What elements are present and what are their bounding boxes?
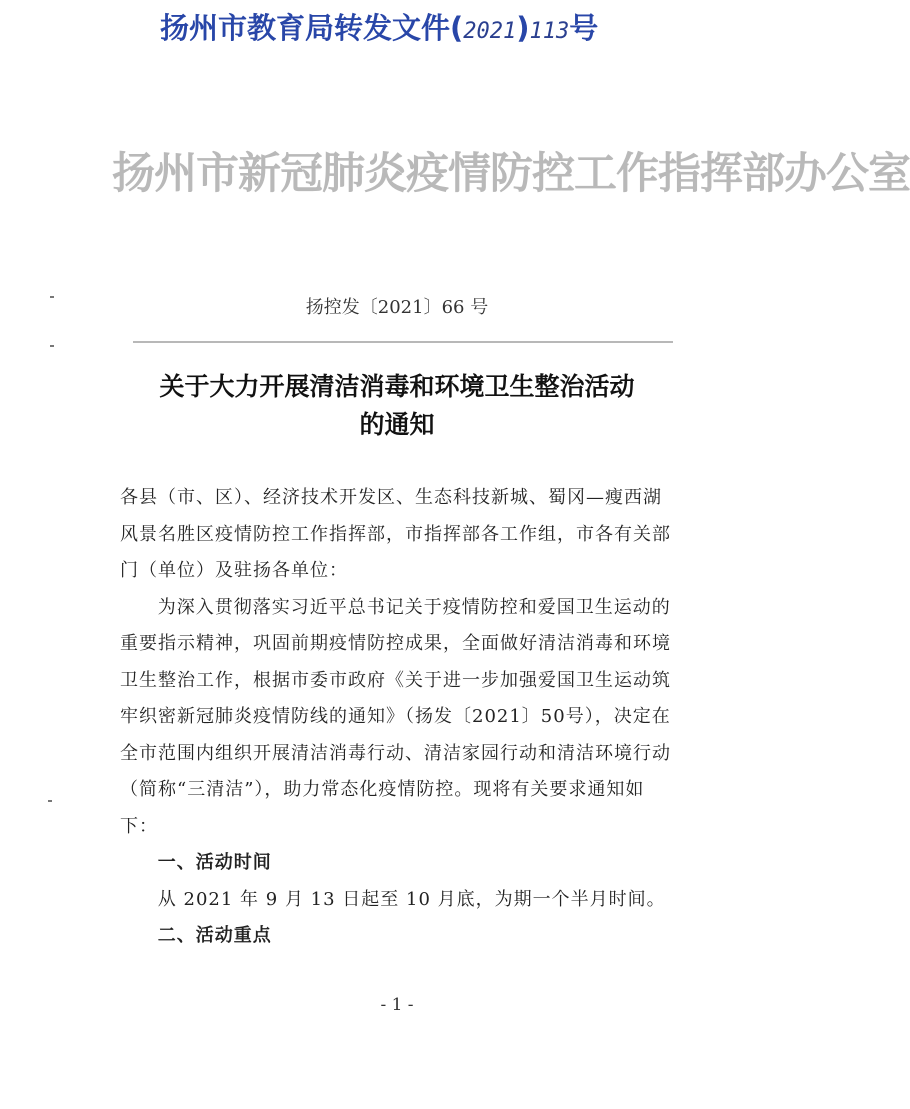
section-heading-time: 一、活动时间 (157, 852, 272, 873)
stamp-printed: 扬州市教育局转发文件( (160, 11, 464, 45)
document-number: 扬控发〔2021〕66 号 (305, 297, 489, 318)
stamp-handwritten-year: 2021 (463, 19, 517, 44)
stamp-printed-mid: ) (516, 11, 530, 45)
scan-speck (48, 800, 52, 802)
page-number: - 1 - (380, 995, 414, 1015)
section-heading-focus: 二、活动重点 (157, 925, 272, 946)
notice-body (120, 480, 680, 955)
scan-speck (50, 296, 54, 298)
forwarding-stamp (160, 6, 598, 47)
addressees: 各县（市、区）、经济技术开发区、生态科技新城、蜀冈—瘦西湖风景名胜区疫情防控工作指挥部，市指挥部各工作组，市各有关部门（单位）及驻扬各单位： (120, 487, 671, 581)
header-divider (133, 341, 673, 343)
paragraph-intro: 为深入贯彻落实习近平总书记关于疫情防控和爱国卫生运动的重要指示精神，巩固前期疫情防控成果，全面做好清洁消毒和环境卫生整治工作，根据市委市政府《关于进一步加强爱国卫生运动筑牢织密新冠肺炎疫情防线的通知》（扬发〔2021〕50号），决定在全市范围内组织开展清洁消毒行动、清洁家园行动和清洁环境行动（简称“三清洁”），助力常态化疫情防控。现将有关要求通知如下： (120, 596, 671, 837)
scan-speck (50, 345, 54, 347)
notice-title-line1: 关于大力开展清洁消毒和环境卫生整治活动 (159, 372, 635, 401)
stamp-printed-end: 号 (569, 11, 599, 45)
notice-title-line2: 的通知 (359, 410, 435, 439)
stamp-handwritten-number: 113 (529, 19, 570, 44)
issuing-office-title: 扬州市新冠肺炎疫情防控工作指挥部办公室 (112, 149, 910, 199)
section-text-time: 从 2021 年 9 月 13 日起至 10 月底，为期一个半月时间。 (157, 888, 666, 910)
notice-title (0, 368, 794, 444)
